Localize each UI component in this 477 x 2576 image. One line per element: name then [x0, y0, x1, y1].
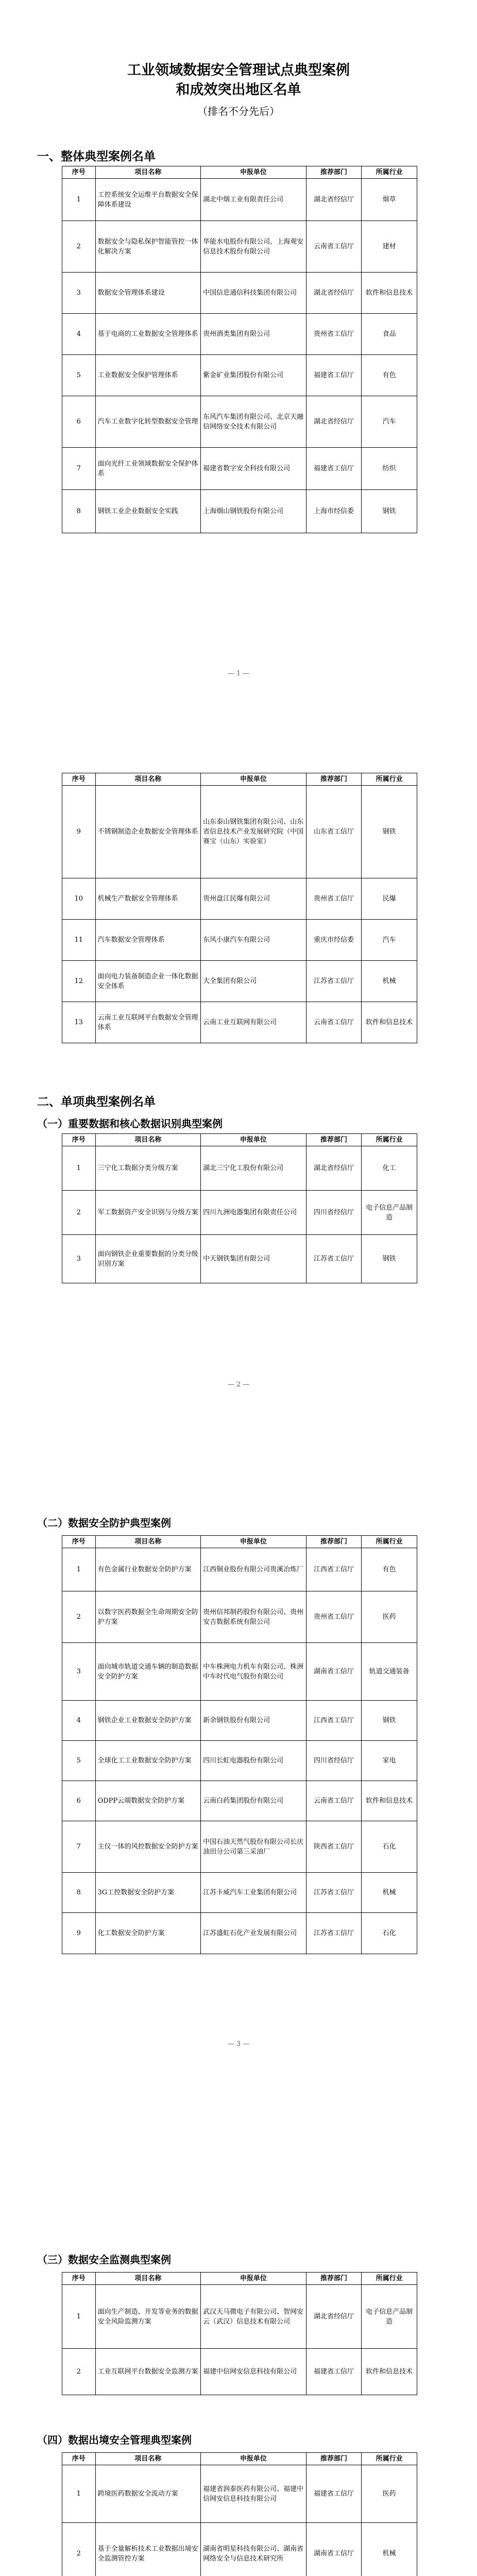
cell-recommender: 福建省工信厅	[306, 2349, 362, 2395]
cell-industry: 民爆	[362, 878, 417, 920]
col-industry: 所属行业	[362, 1536, 417, 1548]
table-header-row	[62, 166, 417, 179]
cell-applicant: 东风小康汽车有限公司	[201, 920, 306, 961]
table-row	[62, 1873, 417, 1913]
cell-recommender: 福建省工信厅	[306, 355, 362, 396]
cell-industry: 石化	[362, 1913, 417, 1954]
cell-project: 钢铁工业企业数据安全实践	[95, 490, 201, 533]
cell-industry: 石化	[362, 1821, 417, 1873]
cell-industry: 建材	[362, 221, 417, 273]
cell-seq: 4	[62, 1701, 96, 1741]
cell-industry: 软件和信息技术	[362, 273, 417, 314]
cell-project: 以数字医药数据全生命周期安全防护方案	[95, 1591, 201, 1643]
table-header-row	[62, 2453, 417, 2465]
table-header-row	[62, 1536, 417, 1548]
cell-applicant: 江苏盛虹石化产业发展有限公司	[201, 1913, 306, 1954]
cell-recommender: 湖南省工信厅	[306, 1643, 362, 1701]
table-row	[62, 396, 417, 448]
col-industry: 所属行业	[362, 2453, 417, 2465]
cell-recommender: 江西省工信厅	[306, 1701, 362, 1741]
section2-sub4-title: （四）数据出境安全管理典型案例	[37, 2434, 192, 2446]
col-project: 项目名称	[95, 1134, 201, 1146]
cell-project: 基于全量解析技术工业数据出境安全监测管控方案	[95, 2523, 201, 2576]
cell-project: 面向光纤工业领域数据安全保护体系	[95, 448, 201, 490]
cell-applicant: 湖北中烟工业有限责任公司	[201, 179, 306, 221]
col-seq: 序号	[62, 773, 96, 786]
table-row	[62, 1701, 417, 1741]
cell-seq: 1	[62, 2285, 96, 2349]
cell-industry: 钢铁	[362, 786, 417, 878]
col-applicant: 申报单位	[201, 2453, 306, 2465]
col-industry: 所属行业	[362, 166, 417, 179]
table-row	[62, 1548, 417, 1591]
cell-recommender: 江西省工信厅	[306, 1548, 362, 1591]
cell-applicant: 云南白药集团股份有限公司	[201, 1781, 306, 1821]
cell-seq: 7	[62, 448, 96, 490]
cell-industry: 家电	[362, 1741, 417, 1781]
section1-title: 一、整体典型案例名单	[37, 150, 156, 163]
cell-project: 基于电商的工业数据安全管理体系	[95, 314, 201, 355]
cell-recommender: 江苏省工信厅	[306, 961, 362, 1002]
cell-applicant: 中国石油天然气股份有限公司长庆油田分公司第三采油厂	[201, 1821, 306, 1873]
cell-applicant: 贵州酒类集团有限公司	[201, 314, 306, 355]
cell-applicant: 四川九洲电器集团有限责任公司	[201, 1191, 306, 1235]
cell-applicant: 四川长虹电器股份有限公司	[201, 1741, 306, 1781]
cell-project: ODPP云端数据安全防护方案	[95, 1781, 201, 1821]
cell-seq: 2	[62, 221, 96, 273]
cell-industry: 钢铁	[362, 490, 417, 533]
cell-recommender: 四川省经信厅	[306, 1741, 362, 1781]
cell-industry: 机械	[362, 961, 417, 1002]
col-recommender: 推荐部门	[306, 773, 362, 786]
cell-recommender: 江苏省工信厅	[306, 1235, 362, 1283]
cell-recommender: 福建省工信厅	[306, 2465, 362, 2523]
section2-sub2-title: （二）数据安全防护典型案例	[37, 1517, 171, 1529]
table-row	[62, 1781, 417, 1821]
cell-recommender: 贵州省工信厅	[306, 1591, 362, 1643]
cell-applicant: 湖北三宁化工股份有限公司	[201, 1146, 306, 1191]
cell-industry: 纺织	[362, 448, 417, 490]
col-industry: 所属行业	[362, 773, 417, 786]
table-row	[62, 1821, 417, 1873]
table-row	[62, 961, 417, 1002]
col-project: 项目名称	[95, 166, 201, 179]
cell-seq: 3	[62, 1643, 96, 1701]
page-number: — 1 —	[227, 670, 250, 677]
cell-project: 云南工业互联网平台数据安全管理体系	[95, 1002, 201, 1043]
cell-recommender: 江苏省工信厅	[306, 1913, 362, 1954]
cell-seq: 12	[62, 961, 96, 1002]
cell-seq: 1	[62, 2465, 96, 2523]
cell-seq: 2	[62, 1191, 96, 1235]
cell-seq: 13	[62, 1002, 96, 1043]
cell-industry: 有色	[362, 355, 417, 396]
cell-industry: 医药	[362, 1591, 417, 1643]
cell-applicant: 华能水电股份有限公司、上海观安信息技术股份有限公司	[201, 221, 306, 273]
col-seq: 序号	[62, 2453, 96, 2465]
table-row	[62, 878, 417, 920]
col-project: 项目名称	[95, 773, 201, 786]
cell-recommender: 湖南省工信厅	[306, 2523, 362, 2576]
col-recommender: 推荐部门	[306, 166, 362, 179]
cell-applicant: 中车株洲电力机车有限公司、株洲中车时代电气股份有限公司	[201, 1643, 306, 1701]
cell-project: 化工数据安全防护方案	[95, 1913, 201, 1954]
cell-applicant: 福建省润泰医药有限公司、福建中信网安信息科技有限公司	[201, 2465, 306, 2523]
col-project: 项目名称	[95, 1536, 201, 1548]
table-row	[62, 2349, 417, 2395]
cell-recommender: 陕西省工信厅	[306, 1821, 362, 1873]
page-number: — 2 —	[227, 1381, 250, 1388]
cell-seq: 3	[62, 1235, 96, 1283]
doc-title-line2: 和成效突出地区名单	[176, 82, 301, 98]
cell-project: 工控系统安全运维平台数据安全保障体系建设	[95, 179, 201, 221]
cell-industry: 有色	[362, 1548, 417, 1591]
cell-project: 汽车数据安全管理体系	[95, 920, 201, 961]
cell-seq: 11	[62, 920, 96, 961]
cell-industry: 电子信息产品制造	[362, 1191, 417, 1235]
table-overall-2	[62, 773, 417, 1043]
col-recommender: 推荐部门	[306, 2273, 362, 2285]
col-recommender: 推荐部门	[306, 1536, 362, 1548]
col-recommender: 推荐部门	[306, 2453, 362, 2465]
cell-seq: 6	[62, 396, 96, 448]
table-header-row	[62, 2273, 417, 2285]
cell-project: 数据安全管理体系建设	[95, 273, 201, 314]
table-row	[62, 221, 417, 273]
table-row	[62, 1913, 417, 1954]
table-identification	[62, 1133, 417, 1283]
cell-applicant: 中国信息通信科技集团有限公司	[201, 273, 306, 314]
cell-recommender: 云南省工信厅	[306, 1002, 362, 1043]
col-applicant: 申报单位	[201, 1134, 306, 1146]
table-row	[62, 2523, 417, 2576]
cell-applicant: 紫金矿业集团股份有限公司	[201, 355, 306, 396]
cell-project: 汽车工业数字化转型数据安全管理	[95, 396, 201, 448]
cell-recommender: 重庆市经信委	[306, 920, 362, 961]
cell-seq: 7	[62, 1821, 96, 1873]
cell-applicant: 新余钢铁股份有限公司	[201, 1701, 306, 1741]
cell-recommender: 山东省工信厅	[306, 786, 362, 878]
cell-industry: 机械	[362, 1873, 417, 1913]
cell-recommender: 云南省工信厅	[306, 221, 362, 273]
cell-seq: 10	[62, 878, 96, 920]
cell-project: 3G工控数据安全防护方案	[95, 1873, 201, 1913]
doc-title-line1: 工业领域数据安全管理试点典型案例	[127, 62, 350, 78]
cell-seq: 3	[62, 273, 96, 314]
table-monitoring	[62, 2272, 417, 2395]
cell-applicant: 山东泰山钢铁集团有限公司、山东省信息技术产业发展研究院（中国赛宝（山东）实验室）	[201, 786, 306, 878]
cell-project: 不锈钢制造企业数据安全管理体系	[95, 786, 201, 878]
table-header-row	[62, 1134, 417, 1146]
table-row	[62, 1235, 417, 1283]
section2-sub1-title: （一）重要数据和核心数据识别典型案例	[37, 1117, 223, 1130]
cell-recommender: 福建省工信厅	[306, 448, 362, 490]
col-recommender: 推荐部门	[306, 1134, 362, 1146]
table-row	[62, 1191, 417, 1235]
cell-project: 三宁化工数据分类分级方案	[95, 1146, 201, 1191]
table-row	[62, 448, 417, 490]
table-row	[62, 2465, 417, 2523]
cell-applicant: 江西铜业股份有限公司贵溪冶炼厂	[201, 1548, 306, 1591]
cell-industry: 汽车	[362, 396, 417, 448]
cell-seq: 2	[62, 2349, 96, 2395]
cell-industry: 汽车	[362, 920, 417, 961]
cell-applicant: 武汉天马微电子有限公司、智网安云（武汉）信息技术有限公司	[201, 2285, 306, 2349]
cell-recommender: 湖北省经信厅	[306, 396, 362, 448]
cell-industry: 钢铁	[362, 1701, 417, 1741]
cell-recommender: 贵州省工信厅	[306, 878, 362, 920]
cell-seq: 1	[62, 1146, 96, 1191]
table-overall-1	[62, 166, 417, 533]
table-row	[62, 314, 417, 355]
col-seq: 序号	[62, 2273, 96, 2285]
table-row	[62, 1002, 417, 1043]
cell-industry: 软件和信息技术	[362, 2349, 417, 2395]
page-number: — 3 —	[227, 2040, 250, 2048]
cell-project: 全球化工工业数据安全防护方案	[95, 1741, 201, 1781]
cell-recommender: 湖北省经信厅	[306, 273, 362, 314]
col-applicant: 申报单位	[201, 1536, 306, 1548]
cell-project: 工业数据安全保护管理体系	[95, 355, 201, 396]
col-applicant: 申报单位	[201, 166, 306, 179]
section2-title: 二、单项典型案例名单	[37, 1095, 156, 1109]
cell-seq: 1	[62, 179, 96, 221]
cell-project: 有色金属行业数据安全防护方案	[95, 1548, 201, 1591]
cell-recommender: 湖北省经信厅	[306, 179, 362, 221]
cell-recommender: 湖北省经信厅	[306, 2285, 362, 2349]
cell-industry: 软件和信息技术	[362, 1002, 417, 1043]
col-applicant: 申报单位	[201, 2273, 306, 2285]
cell-applicant: 福建中信网安信息科技有限公司	[201, 2349, 306, 2395]
cell-recommender: 江苏省工信厅	[306, 1873, 362, 1913]
cell-industry: 化工	[362, 1146, 417, 1191]
table-row	[62, 920, 417, 961]
col-project: 项目名称	[95, 2453, 201, 2465]
cell-seq: 4	[62, 314, 96, 355]
table-row	[62, 355, 417, 396]
cell-applicant: 中天钢铁集团有限公司	[201, 1235, 306, 1283]
cell-seq: 9	[62, 786, 96, 878]
cell-project: 军工数据资产安全识别与分级方案	[95, 1191, 201, 1235]
cell-industry: 钢铁	[362, 1235, 417, 1283]
cell-industry: 机械	[362, 2523, 417, 2576]
table-row	[62, 786, 417, 878]
cell-recommender: 云南省工信厅	[306, 1781, 362, 1821]
col-seq: 序号	[62, 1134, 96, 1146]
cell-project: 面向电力装备制造企业一体化数据安全体系	[95, 961, 201, 1002]
table-row	[62, 1146, 417, 1191]
cell-recommender: 湖北省经信厅	[306, 1146, 362, 1191]
col-industry: 所属行业	[362, 1134, 417, 1146]
cell-applicant: 大全集团有限公司	[201, 961, 306, 1002]
table-row	[62, 1643, 417, 1701]
table-row	[62, 1591, 417, 1643]
cell-industry: 轨道交通装备	[362, 1643, 417, 1701]
cell-project: 钢铁企业工业数据安全防护方案	[95, 1701, 201, 1741]
cell-seq: 5	[62, 355, 96, 396]
cell-project: 工业互联网平台数据安全监测方案	[95, 2349, 201, 2395]
cell-applicant: 上海烟山钢铁股份有限公司	[201, 490, 306, 533]
table-protection	[62, 1535, 417, 1954]
cell-project: 机械生产数据安全管理体系	[95, 878, 201, 920]
cell-recommender: 四川省经信厅	[306, 1191, 362, 1235]
table-row	[62, 2285, 417, 2349]
col-industry: 所属行业	[362, 2273, 417, 2285]
cell-recommender: 贵州省工信厅	[306, 314, 362, 355]
cell-seq: 9	[62, 1913, 96, 1954]
cell-applicant: 福建省数字安全科技有限公司	[201, 448, 306, 490]
cell-applicant: 湖南省明星科技有限公司、湖南省网络安全与信息技术研究所	[201, 2523, 306, 2576]
cell-seq: 8	[62, 490, 96, 533]
col-project: 项目名称	[95, 2273, 201, 2285]
cell-seq: 2	[62, 1591, 96, 1643]
table-cross-border	[62, 2452, 417, 2576]
cell-project: 面向生产制造、开发等业务的数据安全风险监测方案	[95, 2285, 201, 2349]
cell-industry: 食品	[362, 314, 417, 355]
col-seq: 序号	[62, 1536, 96, 1548]
cell-applicant: 江苏卡威汽车工业集团有限公司	[201, 1873, 306, 1913]
table-header-row	[62, 773, 417, 786]
cell-seq: 1	[62, 1548, 96, 1591]
cell-applicant: 云南工业互联网有限公司	[201, 1002, 306, 1043]
cell-project: 面向钢铁企业重要数据的分类分级识别方案	[95, 1235, 201, 1283]
cell-industry: 烟草	[362, 179, 417, 221]
cell-project: 面向城市轨道交通车辆的制造数据安全防护方案	[95, 1643, 201, 1701]
cell-seq: 5	[62, 1741, 96, 1781]
cell-project: 主仪一体的风控数据安全防护方案	[95, 1821, 201, 1873]
cell-seq: 6	[62, 1781, 96, 1821]
cell-applicant: 东风汽车集团有限公司、北京天融信网络安全技术有限公司	[201, 396, 306, 448]
cell-industry: 软件和信息技术	[362, 1781, 417, 1821]
cell-project: 跨境医药数据安全流动方案	[95, 2465, 201, 2523]
col-applicant: 申报单位	[201, 773, 306, 786]
table-row	[62, 1741, 417, 1781]
cell-industry: 电子信息产品制造	[362, 2285, 417, 2349]
col-seq: 序号	[62, 166, 96, 179]
doc-subtitle: （排名不分先后）	[197, 105, 280, 117]
table-row	[62, 273, 417, 314]
section2-sub3-title: （三）数据安全监测典型案例	[37, 2253, 171, 2266]
cell-project: 数据安全与隐私保护智能管控一体化解决方案	[95, 221, 201, 273]
cell-applicant: 贵州盘江民爆有限公司	[201, 878, 306, 920]
cell-industry: 医药	[362, 2465, 417, 2523]
table-row	[62, 179, 417, 221]
table-row	[62, 490, 417, 533]
cell-seq: 2	[62, 2523, 96, 2576]
cell-recommender: 上海市经信委	[306, 490, 362, 533]
cell-seq: 8	[62, 1873, 96, 1913]
cell-applicant: 贵州信邦制药股份有限公司、贵州安吉数据系统有限公司	[201, 1591, 306, 1643]
